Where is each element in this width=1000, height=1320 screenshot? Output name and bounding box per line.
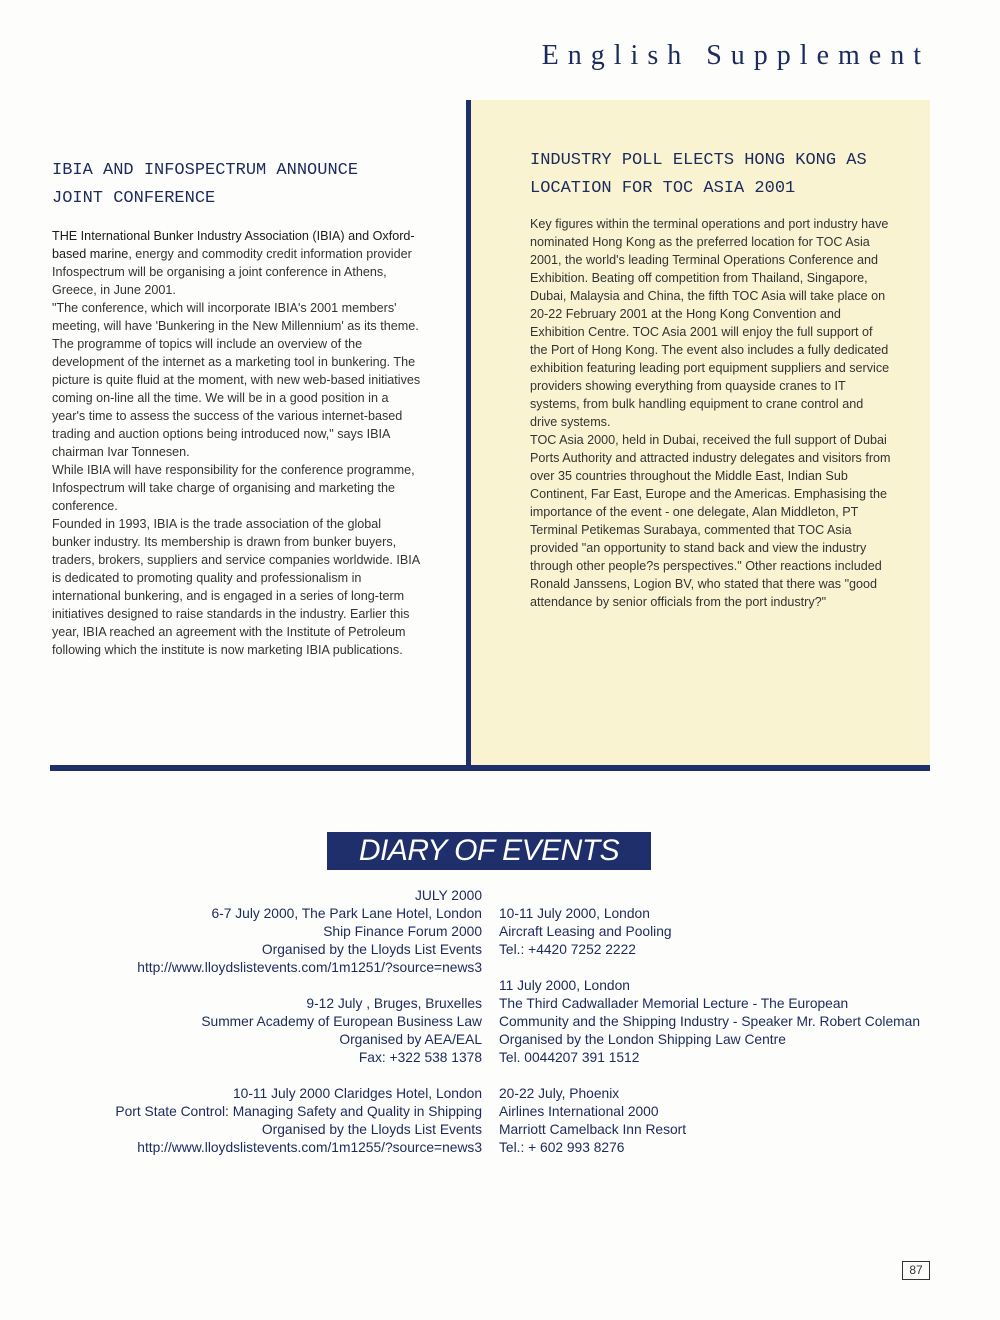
event-organiser: Organised by the Lloyds List Events <box>261 942 482 957</box>
ibia-headline <box>52 157 422 213</box>
vertical-divider <box>466 100 471 768</box>
event-entry <box>499 1085 939 1157</box>
toc-asia-headline-line1: INDUSTRY POLL ELECTS HONG KONG AS <box>530 151 867 170</box>
event-organiser: Organised by the Lloyds List Events <box>261 1122 482 1137</box>
event-title: The Third Cadwallader Memorial Lecture - The European <box>499 996 849 1011</box>
event-contact: Tel.: + 602 993 8276 <box>499 1140 625 1155</box>
ibia-lead: THE International Bunker Industry Association (IBIA) and Oxford-based marine <box>52 229 415 261</box>
ibia-paragraph: While IBIA will have responsibility for the conference programme, Infospectrum will take charge of organising and marketing the conference. <box>52 463 415 513</box>
events-right-column <box>499 905 939 1175</box>
month-label: JULY 2000 <box>415 888 482 903</box>
event-title-continued: Community and the Shipping Industry - Speaker Mr. Robert Coleman <box>499 1014 921 1029</box>
ibia-article <box>52 157 422 659</box>
supplement-title: English Supplement <box>541 40 930 71</box>
ibia-lead-continuation: , energy and commodity credit information provider Infospectrum will be organising a joint conference in Athens, Greece, in June 2001. <box>52 247 412 297</box>
event-contact: Tel.: +4420 7252 2222 <box>499 942 636 957</box>
event-date-venue: 9-12 July , Bruges, Bruxelles <box>306 996 482 1011</box>
event-entry <box>62 995 482 1067</box>
event-date-venue: 10-11 July 2000 Claridges Hotel, London <box>232 1086 482 1101</box>
event-date-venue: 6-7 July 2000, The Park Lane Hotel, London <box>211 906 482 921</box>
ibia-body <box>52 227 422 659</box>
page-number: 87 <box>902 1261 930 1280</box>
diary-of-events-banner: DIARY OF EVENTS <box>327 832 651 870</box>
ibia-headline-line2: JOINT CONFERENCE <box>52 189 216 208</box>
event-entry <box>62 1085 482 1157</box>
ibia-paragraph: Founded in 1993, IBIA is the trade association of the global bunker industry. Its membership is drawn from bunker buyers, traders, brokers, suppliers and service companies worldwide. IBIA is dedicated to promoting quality and professionalism in international bunkering, and is engaged in a series of long-term initiatives designed to raise standards in the industry. Earlier this year, IBIA reached an agreement with the Institute of Petroleum following which the institute is now marketing IBIA publications. <box>52 517 420 657</box>
ibia-paragraph: "The conference, which will incorporate IBIA's 2001 members' meeting, will have 'Bunkering in the New Millennium' as its theme. The programme of topics will include an overview of the development of the internet as a marketing tool in bunkering. The picture is quite fluid at the moment, with new web-based initiatives coming on-line all the time. We will be in a good position in a year's time to assess the success of the various internet-based trading and auction options being introduced now," says IBIA chairman Ivar Tonnesen. <box>52 301 421 459</box>
event-link[interactable]: http://www.lloydslistevents.com/1m1251/?source=news3 <box>137 960 482 975</box>
ibia-paragraph <box>52 227 422 299</box>
event-organiser: Organised by the London Shipping Law Centre <box>499 1032 786 1047</box>
events-left-column <box>62 887 482 1175</box>
event-date-venue: 20-22 July, Phoenix <box>499 1086 620 1101</box>
event-contact: Fax: +322 538 1378 <box>358 1050 482 1065</box>
toc-asia-headline-line2: LOCATION FOR TOC ASIA 2001 <box>530 179 796 198</box>
toc-asia-headline <box>530 147 892 203</box>
event-entry <box>499 977 939 1067</box>
event-entry <box>499 905 939 959</box>
event-entry <box>62 905 482 977</box>
toc-asia-body <box>530 215 892 611</box>
toc-asia-article <box>530 147 892 611</box>
event-title: Aircraft Leasing and Pooling <box>499 924 672 939</box>
event-date-venue: 10-11 July 2000, London <box>499 906 650 921</box>
event-link[interactable]: http://www.lloydslistevents.com/1m1255/?source=news3 <box>137 1140 482 1155</box>
ibia-headline-line1: IBIA AND INFOSPECTRUM ANNOUNCE <box>52 161 359 180</box>
toc-asia-paragraph: Key figures within the terminal operations and port industry have nominated Hong Kong as the preferred location for TOC Asia 2001, the world's leading Terminal Operations Conference and Exhibition. Beating off competition from Thailand, Singapore, Dubai, Malaysia and China, the fifth TOC Asia will take place on 20-22 February 2001 at the Hong Kong Convention and Exhibition Centre. TOC Asia 2001 will enjoy the full support of the Port of Hong Kong. The event also includes a fully dedicated exhibition featuring leading port equipment suppliers and service providers showing everything from quayside cranes to IT systems, from bulk handling equipment to crane control and drive systems. <box>530 217 890 429</box>
event-date-venue: 11 July 2000, London <box>499 978 630 993</box>
event-title: Summer Academy of European Business Law <box>201 1014 482 1029</box>
event-venue: Marriott Camelback Inn Resort <box>499 1122 687 1137</box>
event-title: Port State Control: Managing Safety and Quality in Shipping <box>115 1104 482 1119</box>
toc-asia-paragraph: TOC Asia 2000, held in Dubai, received the full support of Dubai Ports Authority and attracted industry delegates and visitors from over 35 countries throughout the Middle East, Indian Sub Continent, Far East, Europe and the Americas. Emphasising the importance of the event - one delegate, Alan Middleton, PT Terminal Petikemas Surabaya, commented that TOC Asia provided "an opportunity to stand back and view the industry through other people?s perspectives." Other reactions included Ronald Janssens, Logion BV, who stated that there was "good attendance by senior officials from the port industry?" <box>530 433 891 609</box>
event-title: Airlines International 2000 <box>499 1104 659 1119</box>
event-title: Ship Finance Forum 2000 <box>323 924 482 939</box>
event-organiser: Organised by AEA/EAL <box>339 1032 482 1047</box>
horizontal-divider <box>50 765 930 771</box>
event-contact: Tel. 0044207 391 1512 <box>499 1050 640 1065</box>
